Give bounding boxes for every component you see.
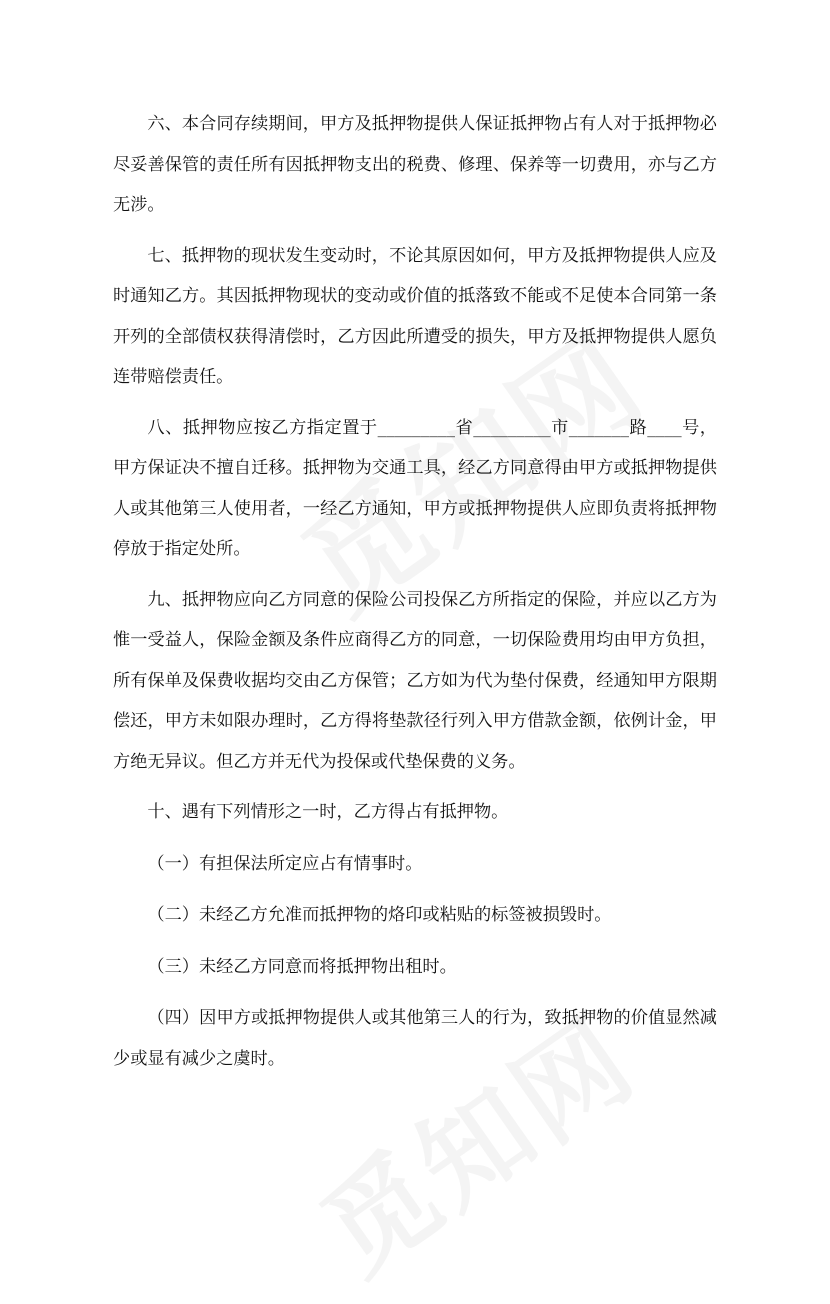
clause-7: 七、抵押物的现状发生变动时，不论其原因如何，甲方及抵押物提供人应及时通知乙方。其因抵押物现状的变动或价值的抵落致不能或不足使本合同第一条开列的全部债权获得清偿时，乙方因此所遭受的损失，甲方及抵押物提供人愿负连带赔偿责任。 — [113, 245, 717, 387]
clause-8: 八、抵押物应按乙方指定置于_________省_________市_______路____号，甲方保证决不擅自迁移。抵押物为交通工具，经乙方同意得由甲方或抵押物提供人或其他第三人使用者，一经乙方通知，甲方或抵押物提供人应即负责将抵押物停放于指定处所。 — [113, 417, 717, 559]
clause-9: 九、抵押物应向乙方同意的保险公司投保乙方所指定的保险，并应以乙方为惟一受益人，保险金额及条件应商得乙方的同意，一切保险费用均由甲方负担，所有保单及保费收据均交由乙方保管；乙方如为代为垫付保费，经通知甲方限期偿还，甲方未如限办理时，乙方得将垫款径行列入甲方借款金额，依例计金，甲方绝无异议。但乙方并无代为投保或代垫保费的义务。 — [113, 589, 717, 772]
clause-6: 六、本合同存续期间，甲方及抵押物提供人保证抵押物占有人对于抵押物必尽妥善保管的责任所有因抵押物支出的税费、修理、保养等一切费用，亦与乙方无涉。 — [113, 114, 717, 215]
clause-10-item-4: （四）因甲方或抵押物提供人或其他第三人的行为，致抵押物的价值显然减少或显有减少之虞时。 — [113, 1008, 717, 1069]
clause-10: 十、遇有下列情形之一时，乙方得占有抵押物。 — [147, 802, 509, 822]
clause-10-item-3: （三）未经乙方同意而将抵押物出租时。 — [147, 956, 457, 977]
document-body — [113, 104, 717, 1090]
clause-10-item-1: （一）有担保法所定应占有情事时。 — [147, 853, 423, 874]
clause-10-item-2: （二）未经乙方允准而抵押物的烙印或粘贴的标签被损毁时。 — [147, 905, 612, 925]
